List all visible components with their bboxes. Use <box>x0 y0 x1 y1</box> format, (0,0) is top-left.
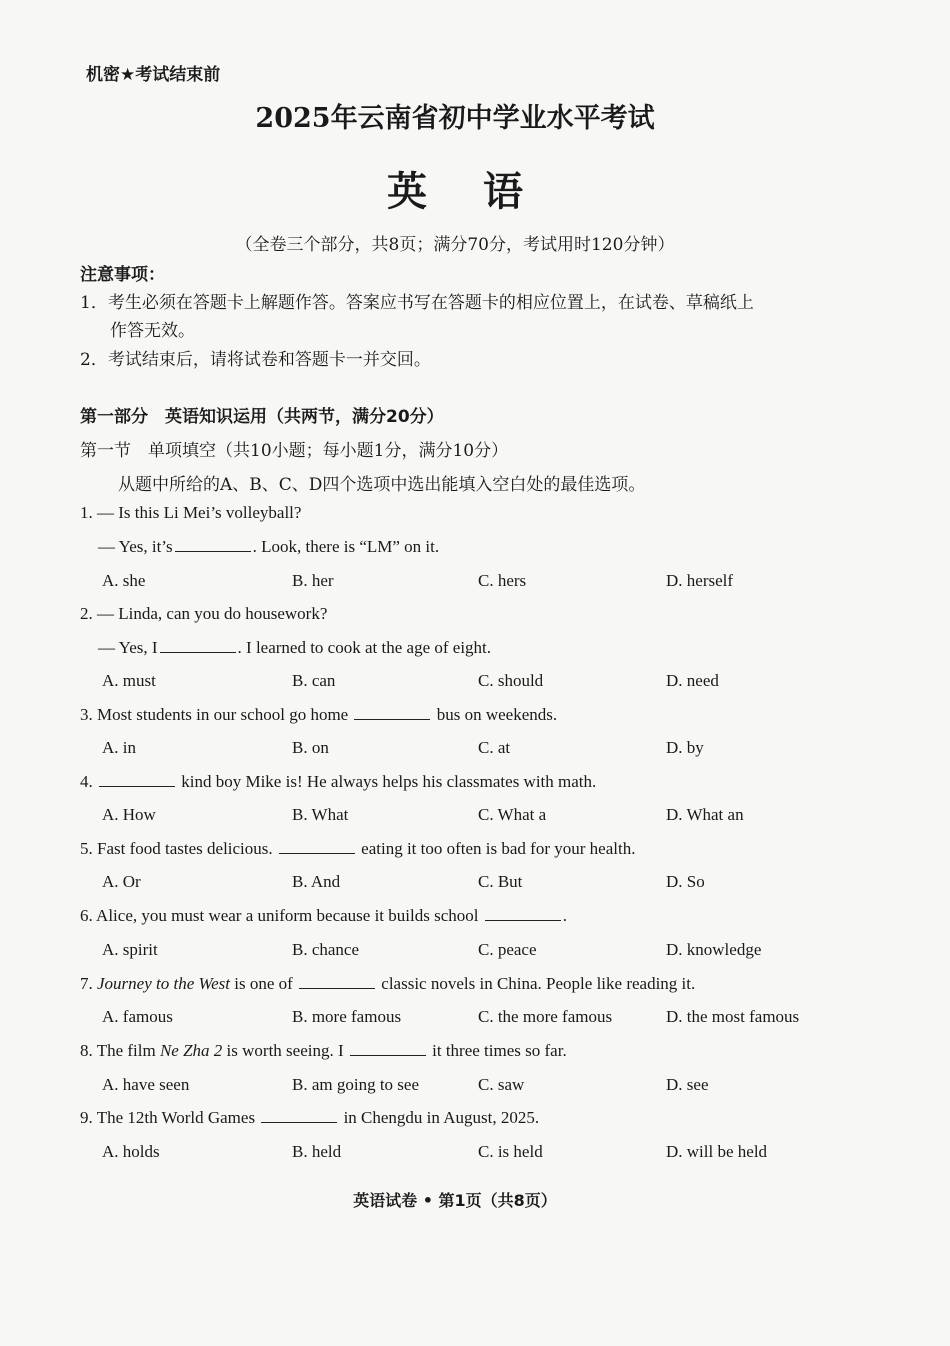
q6-text-post: . <box>562 906 567 925</box>
q7-option-c: C. the more famous <box>478 1007 613 1026</box>
notice-item-1-cont: 作答无效。 <box>110 321 195 341</box>
q1-option-d: D. herself <box>666 571 734 590</box>
q7-number: 7. <box>80 974 93 993</box>
q4-option-d: D. What an <box>666 805 744 824</box>
q3-text-pre: 3. Most students in our school go home <box>80 705 349 724</box>
q3-option-b: B. on <box>292 738 329 757</box>
q9-option-a: A. holds <box>102 1142 160 1161</box>
section1-instruction: 从题中所给的A、B、C、D四个选项中选出能填入空白处的最佳选项。 <box>118 475 646 495</box>
answer-blank <box>350 1041 426 1056</box>
q4-option-a: A. How <box>102 805 156 824</box>
q4-text-post: kind boy Mike is! He always helps his classmates with math. <box>181 772 597 791</box>
q2-option-d: D. need <box>666 671 719 690</box>
answer-blank <box>299 974 375 989</box>
q6-option-c: C. peace <box>478 940 537 959</box>
question-2-line1: 2. — Linda, can you do housework? <box>80 604 328 623</box>
question-9 <box>80 1108 539 1128</box>
q9-text-post: in Chengdu in August, 2025. <box>343 1108 540 1127</box>
section1-heading: 第一节 单项填空（共10小题；每小题1分，满分10分） <box>80 441 509 461</box>
q6-text-pre: 6. Alice, you must wear a uniform because it builds school <box>80 906 479 925</box>
q2-option-b: B. can <box>292 671 336 690</box>
part1-heading: 第一部分 英语知识运用（共两节，满分20分） <box>80 407 444 427</box>
question-5 <box>80 839 635 859</box>
q4-option-b: B. What <box>292 805 349 824</box>
q3-option-c: C. at <box>478 738 511 757</box>
q2-option-c: C. should <box>478 671 544 690</box>
notice-heading: 注意事项： <box>80 265 165 285</box>
answer-blank <box>175 537 251 552</box>
q8-text-post: it three times so far. <box>432 1041 567 1060</box>
question-1-line1: 1. — Is this Li Mei’s volleyball? <box>80 503 302 522</box>
q5-option-a: A. Or <box>102 872 141 891</box>
question-6 <box>80 906 567 926</box>
q2-text-b: . I learned to cook at the age of eight. <box>237 638 492 657</box>
notice-item-1: 1．考生必须在答题卡上解题作答。答案应书写在答题卡的相应位置上，在试卷、草稿纸上 <box>80 293 754 313</box>
q7-text-post: classic novels in China. People like reading it. <box>381 974 696 993</box>
q8-text-pre2: is worth seeing. I <box>226 1041 344 1060</box>
answer-blank <box>160 638 236 653</box>
question-8 <box>80 1041 567 1061</box>
q7-text-pre: is one of <box>234 974 293 993</box>
q6-option-b: B. chance <box>292 940 360 959</box>
answer-blank <box>261 1108 337 1123</box>
q1-text-a: — Yes, it’s <box>98 537 173 556</box>
q4-option-c: C. What a <box>478 805 547 824</box>
q2-option-a: A. must <box>102 671 156 690</box>
q5-text-post: eating it too often is bad for your health. <box>361 839 636 858</box>
q6-option-d: D. knowledge <box>666 940 762 959</box>
answer-blank <box>354 705 430 720</box>
q8-option-c: C. saw <box>478 1075 525 1094</box>
q5-option-c: C. But <box>478 872 523 891</box>
notice-item-2: 2．考试结束后，请将试卷和答题卡一并交回。 <box>80 350 431 370</box>
q1-option-a: A. she <box>102 571 146 590</box>
q7-option-d: D. the most famous <box>666 1007 800 1026</box>
q3-option-d: D. by <box>666 738 704 757</box>
confidential-label: 机密★考试结束前 <box>86 65 221 85</box>
q3-option-a: A. in <box>102 738 136 757</box>
q8-option-d: D. see <box>666 1075 709 1094</box>
q4-text-pre: 4. <box>80 772 93 791</box>
q6-option-a: A. spirit <box>102 940 158 959</box>
q8-text-pre1: 8. The film <box>80 1041 156 1060</box>
question-4 <box>80 772 596 792</box>
answer-blank <box>279 839 355 854</box>
q9-option-b: B. held <box>292 1142 342 1161</box>
page-footer: 英语试卷 • 第1页（共8页） <box>353 1191 557 1210</box>
q9-text-pre: 9. The 12th World Games <box>80 1108 256 1127</box>
answer-blank <box>99 772 175 787</box>
q7-option-b: B. more famous <box>292 1007 402 1026</box>
q8-option-b: B. am going to see <box>292 1075 420 1094</box>
q3-text-post: bus on weekends. <box>436 705 558 724</box>
answer-blank <box>485 906 561 921</box>
question-7 <box>80 974 695 994</box>
q1-option-c: C. hers <box>478 571 527 590</box>
q5-option-d: D. So <box>666 872 705 891</box>
question-3 <box>80 705 557 725</box>
q1-option-b: B. her <box>292 571 334 590</box>
q7-option-a: A. famous <box>102 1007 173 1026</box>
q1-text-b: . Look, there is “LM” on it. <box>252 537 440 556</box>
q8-film-title: Ne Zha 2 <box>159 1041 223 1060</box>
q2-text-a: — Yes, I <box>98 638 158 657</box>
question-2-line2 <box>98 638 491 658</box>
q5-text-pre: 5. Fast food tastes delicious. <box>80 839 273 858</box>
question-1-line2 <box>98 537 439 557</box>
q9-option-c: C. is held <box>478 1142 543 1161</box>
exam-info: （全卷三个部分，共8页；满分70分，考试用时120分钟） <box>235 235 675 255</box>
q7-book-title: Journey to the West <box>97 974 230 993</box>
q5-option-b: B. And <box>292 872 341 891</box>
q9-option-d: D. will be held <box>666 1142 768 1161</box>
subject-title: 英语 <box>387 168 579 215</box>
exam-title: 2025年云南省初中学业水平考试 <box>255 103 655 134</box>
q8-option-a: A. have seen <box>102 1075 190 1094</box>
